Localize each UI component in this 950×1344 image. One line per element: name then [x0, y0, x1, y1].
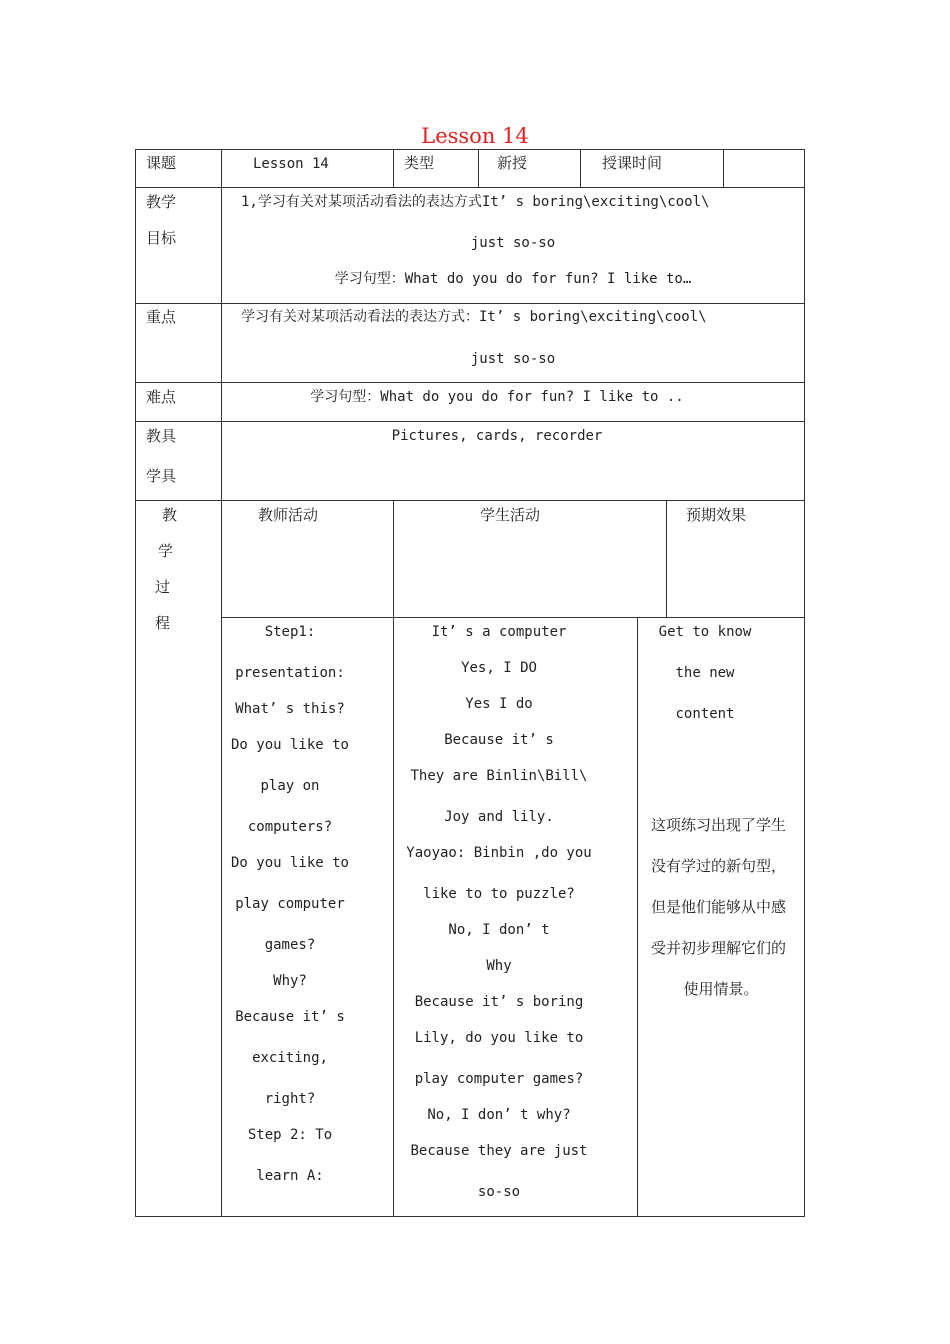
- process-label-char: 教: [162, 506, 178, 524]
- goals-label-1: 教学: [146, 193, 177, 211]
- effect-note-line: 没有学过的新句型，: [651, 857, 787, 875]
- teacher-line: play on: [260, 778, 320, 794]
- teacher-line: What’ s this?: [235, 701, 345, 717]
- student-line: Because it’ s boring: [414, 994, 584, 1010]
- effect-note-line: 受并初步理解它们的: [651, 939, 787, 957]
- effect-note-line: 使用情景。: [683, 980, 759, 998]
- effect-line: content: [675, 706, 735, 722]
- student-line: like to to puzzle?: [423, 886, 575, 902]
- effect-line: the new: [675, 665, 735, 681]
- type-value: 新授: [497, 154, 528, 172]
- student-line: No, I don’ t: [448, 922, 550, 938]
- effect-note-line: 这项练习出现了学生: [651, 816, 787, 834]
- student-line: play computer games?: [414, 1071, 584, 1087]
- goals-label-2: 目标: [146, 229, 177, 247]
- tools-text: Pictures, cards, recorder: [391, 428, 603, 444]
- goals-line-3: 学习句型：What do you do for fun? I like to…: [334, 271, 692, 287]
- student-line: so-so: [477, 1184, 521, 1200]
- goals-line-2: just so-so: [470, 235, 556, 251]
- student-line: Why: [486, 958, 512, 974]
- student-line: Lily, do you like to: [414, 1030, 584, 1046]
- student-activity-header: 学生活动: [480, 506, 541, 524]
- topic-value: Lesson 14: [253, 156, 329, 172]
- difficulty-label: 难点: [146, 388, 177, 406]
- student-line: No, I don’ t why?: [427, 1107, 571, 1123]
- teacher-line: Because it’ s: [235, 1009, 345, 1025]
- teacher-line: Step1:: [264, 624, 316, 640]
- tools-label-1: 教具: [146, 427, 177, 445]
- teacher-line: presentation:: [235, 665, 345, 681]
- expected-effect-header: 预期效果: [686, 506, 747, 524]
- teacher-line: play computer: [235, 896, 345, 912]
- student-line: It’ s a computer: [431, 624, 567, 640]
- student-line: Joy and lily.: [444, 809, 554, 825]
- student-line: Yaoyao: Binbin ,do you: [406, 845, 592, 861]
- topic-label: 课题: [146, 154, 177, 172]
- teacher-line: learn A:: [256, 1168, 324, 1184]
- key-point-line-1: 学习有关对某项活动看法的表达方式：It’ s boring\exciting\cool\: [241, 309, 707, 325]
- page-title: Lesson 14: [421, 124, 529, 148]
- teacher-line: Why?: [273, 973, 307, 989]
- effect-note-line: 但是他们能够从中感: [651, 898, 787, 916]
- process-label-char: 过: [155, 578, 171, 596]
- teacher-line: exciting,: [252, 1050, 328, 1066]
- teacher-line: Step 2: To: [247, 1127, 333, 1143]
- time-label: 授课时间: [602, 154, 663, 172]
- key-point-line-2: just so-so: [470, 351, 556, 367]
- process-label-char: 程: [155, 614, 171, 632]
- teacher-line: right?: [264, 1091, 316, 1107]
- teacher-line: computers?: [247, 819, 333, 835]
- process-label-char: 学: [158, 542, 174, 560]
- teacher-line: Do you like to: [230, 855, 349, 871]
- teacher-activity-header: 教师活动: [258, 506, 319, 524]
- type-label: 类型: [404, 154, 435, 172]
- difficulty-line-1: 学习句型：What do you do for fun? I like to ..: [310, 389, 684, 405]
- effect-line: Get to know: [658, 624, 752, 640]
- student-line: Because they are just: [410, 1143, 588, 1159]
- teacher-line: games?: [264, 937, 316, 953]
- student-line: They are Binlin\Bill\: [410, 768, 588, 784]
- student-line: Yes I do: [465, 696, 533, 712]
- student-line: Yes, I DO: [461, 660, 537, 676]
- teacher-line: Do you like to: [230, 737, 349, 753]
- student-line: Because it’ s: [444, 732, 554, 748]
- goals-line-1: 1,学习有关对某项活动看法的表达方式It’ s boring\exciting\cool\: [241, 194, 710, 210]
- tools-label-2: 学具: [146, 467, 177, 485]
- key-point-label: 重点: [146, 308, 177, 326]
